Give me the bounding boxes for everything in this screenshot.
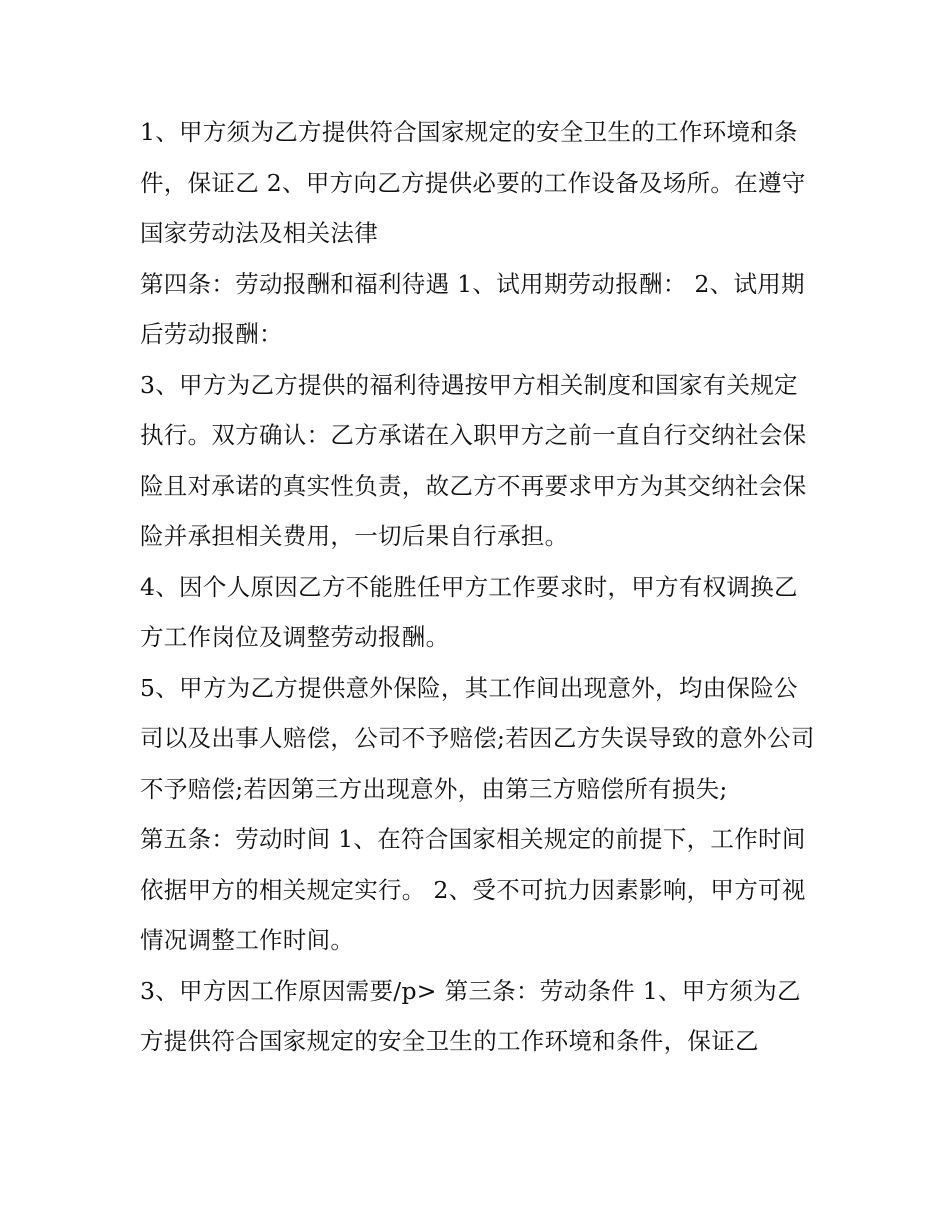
paragraph-accident-insurance: 5、甲方为乙方提供意外保险，其工作间出现意外，均由保险公司以及出事人赔偿，公司不予赔偿;若因乙方失误导致的意外公司不予赔偿;若因第三方出现意外，由第三方赔偿所有损失; xyxy=(140,673,815,803)
document-body xyxy=(140,107,815,1067)
paragraph-work-needs: 3、甲方因工作原因需要/p> 第三条：劳动条件 1、甲方须为乙方提供符合国家规定的安全卫生的工作环境和条件，保证乙 xyxy=(140,976,801,1055)
paragraph-welfare: 3、甲方为乙方提供的福利待遇按甲方相关制度和国家有关规定执行。双方确认：乙方承诺在入职甲方之前一直自行交纳社会保险且对承诺的真实性负责，故乙方不再要求甲方为其交纳社会保险并承担相关费用，一切后果自行承担。 xyxy=(140,370,807,550)
paragraph-labor-conditions: 1、甲方须为乙方提供符合国家规定的安全卫生的工作环境和条件，保证乙 2、甲方向乙方提供必要的工作设备及场所。在遵守国家劳动法及相关法律 xyxy=(140,118,806,247)
paragraph-job-adjustment: 4、因个人原因乙方不能胜任甲方工作要求时，甲方有权调换乙方工作岗位及调整劳动报酬。 xyxy=(140,572,798,651)
paragraph-article-five: 第五条：劳动时间 1、在符合国家相关规定的前提下，工作时间依据甲方的相关规定实行。 2、受不可抗力因素影响，甲方可视情况调整工作时间。 xyxy=(140,825,806,954)
paragraph-article-four: 第四条：劳动报酬和福利待遇 1、试用期劳动报酬： 2、试用期后劳动报酬： xyxy=(140,269,805,348)
